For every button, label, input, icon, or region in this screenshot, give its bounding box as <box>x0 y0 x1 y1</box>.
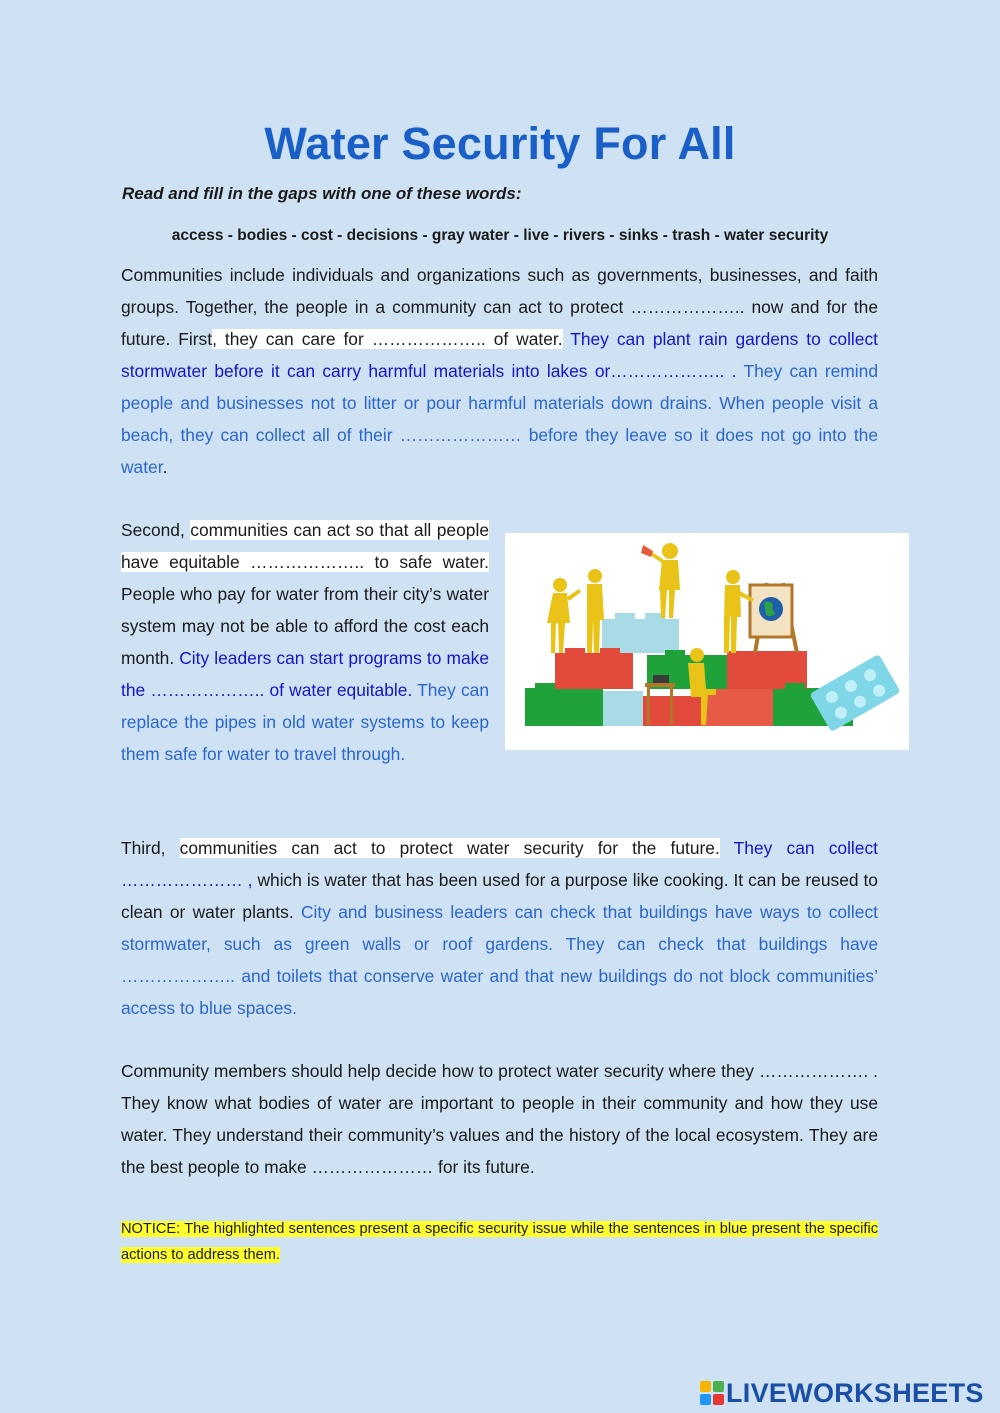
easel-globe <box>750 583 797 653</box>
p3-sentence-2: which is water that has been used for a purpose like cooking. It can be reused to clean or water plants. <box>121 870 878 922</box>
liveworksheets-logo <box>700 1376 984 1410</box>
p3-highlight: communities can act to protect water security for the future. <box>179 838 720 858</box>
p1-action: They can remind people and businesses not to litter or pour harmful materials down drains. When people visit a beach, they can collect all of their ………………… before they leave so it does not go into the water <box>121 361 879 477</box>
p3-action-dark: They can collect ………………… , <box>121 838 878 890</box>
p3-sentence-1: Third, <box>121 838 180 858</box>
block-lightblue-top <box>602 619 679 653</box>
community-lego-illustration <box>505 533 909 750</box>
laptop <box>653 675 669 683</box>
block-green-left <box>525 688 603 726</box>
paragraph-first <box>121 259 878 483</box>
p1-end: . <box>162 457 168 477</box>
p2-sentence-1: Second, <box>121 520 191 540</box>
logo-text: LIVEWORKSHEETS <box>726 1377 984 1408</box>
block-red-mid <box>555 653 633 689</box>
p2-action: They can replace the pipes in old water systems to keep them safe for water to travel through. <box>121 680 489 764</box>
notice-highlight: NOTICE: The highlighted sentences present a specific security issue while the sentences in blue present the specific actions to address them. <box>121 1221 878 1263</box>
p2-sentence-2: People who pay for water from their city’s water system may not be able to afford the cost each month. <box>121 584 489 668</box>
paragraph-second <box>121 514 489 770</box>
page-title: Water Security For All <box>264 118 736 169</box>
logo-grid-icon <box>700 1381 724 1405</box>
instruction-text: Read and fill in the gaps with one of these words: <box>122 184 522 203</box>
p1-sentence-1: Communities include individuals and organizations such as governments, businesses, and faith groups. Together, the people in a community can act to protect ……………….. now and for the future. First <box>121 265 878 349</box>
p2-action-dark: City leaders can start programs to make the ……………….. of water equitable. <box>121 648 490 700</box>
paragraph-fourth: Community members should help decide how to protect water security where they ………………. . They know what bodies of water are important to people in their community and how they use water. They understand their community’s values and the history of the local ecosystem. They are the best people to make ………………… for its future. <box>121 1061 878 1177</box>
paragraph-third <box>121 832 878 1024</box>
block-lightblue <box>603 691 643 726</box>
p1-highlight: , they can care for ……………….. of water. <box>212 329 563 349</box>
p3-action: City and business leaders can check that buildings have ways to collect stormwater, such as green walls or roof gardens. They can check that buildings have ……………….. and toilets that conserve water and that new buildings do not block communities’ access to blue spaces. <box>121 902 878 1018</box>
p1-action-dark: They can plant rain gardens to collect stormwater before it can carry harmful materials into lakes or……………….. . <box>121 329 878 381</box>
illustration-svg <box>505 533 909 750</box>
p2-highlight: communities can act so that all people have equitable ……………….. to safe water. <box>121 520 489 572</box>
word-bank: access - bodies - cost - decisions - gray water - live - rivers - sinks - trash - water security <box>171 227 829 244</box>
notice-text <box>121 1216 878 1268</box>
